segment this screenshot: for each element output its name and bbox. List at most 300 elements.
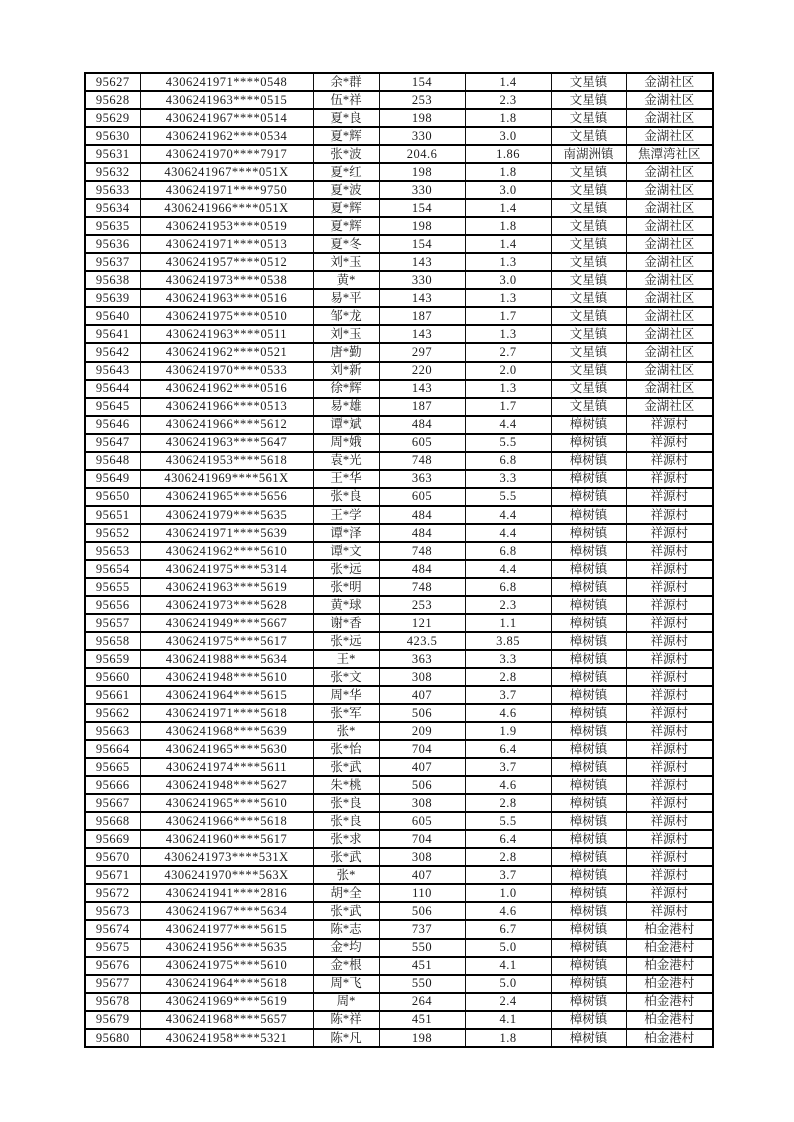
cell-amount: 605: [379, 488, 465, 506]
cell-masked-name: 张*良: [313, 812, 379, 830]
cell-serial-number: 95658: [85, 632, 140, 650]
cell-secondary-amount: 1.3: [465, 325, 551, 343]
cell-serial-number: 95672: [85, 884, 140, 902]
cell-masked-id-number: 4306241963****5647: [140, 434, 313, 452]
cell-masked-id-number: 4306241973****5628: [140, 596, 313, 614]
table-row: [85, 524, 713, 542]
cell-secondary-amount: 4.6: [465, 776, 551, 794]
cell-masked-name: 张*求: [313, 830, 379, 848]
cell-town: 文星镇: [551, 307, 626, 325]
cell-masked-name: 唐*勤: [313, 343, 379, 361]
cell-secondary-amount: 3.3: [465, 470, 551, 488]
table-row: [85, 884, 713, 902]
cell-masked-id-number: 4306241965****5656: [140, 488, 313, 506]
cell-serial-number: 95649: [85, 470, 140, 488]
cell-town: 樟树镇: [551, 614, 626, 632]
cell-village-community: 金湖社区: [626, 163, 713, 181]
table-row: [85, 632, 713, 650]
cell-masked-id-number: 4306241948****5627: [140, 776, 313, 794]
table-row: [85, 866, 713, 884]
cell-amount: 154: [379, 199, 465, 217]
cell-secondary-amount: 1.7: [465, 398, 551, 416]
cell-serial-number: 95631: [85, 145, 140, 163]
cell-masked-name: 夏*辉: [313, 199, 379, 217]
cell-masked-name: 张*武: [313, 902, 379, 920]
cell-masked-id-number: 4306241965****5630: [140, 740, 313, 758]
cell-amount: 484: [379, 524, 465, 542]
table-row: [85, 704, 713, 722]
cell-masked-name: 胡*全: [313, 884, 379, 902]
table-row: [85, 253, 713, 271]
cell-amount: 363: [379, 470, 465, 488]
cell-serial-number: 95637: [85, 253, 140, 271]
cell-masked-id-number: 4306241956****5635: [140, 939, 313, 957]
cell-masked-name: 陈*凡: [313, 1029, 379, 1047]
cell-secondary-amount: 6.8: [465, 452, 551, 470]
cell-village-community: 焦潭湾社区: [626, 145, 713, 163]
cell-serial-number: 95644: [85, 380, 140, 398]
cell-amount: 253: [379, 596, 465, 614]
cell-serial-number: 95665: [85, 758, 140, 776]
table-row: [85, 470, 713, 488]
cell-masked-id-number: 4306241975****0510: [140, 307, 313, 325]
cell-amount: 308: [379, 668, 465, 686]
cell-village-community: 柏金港村: [626, 1029, 713, 1047]
table-row: [85, 362, 713, 380]
table-row: [85, 181, 713, 199]
cell-town: 樟树镇: [551, 596, 626, 614]
table-row: [85, 109, 713, 127]
cell-serial-number: 95668: [85, 812, 140, 830]
cell-serial-number: 95673: [85, 902, 140, 920]
cell-village-community: 祥源村: [626, 812, 713, 830]
cell-amount: 605: [379, 434, 465, 452]
cell-serial-number: 95633: [85, 181, 140, 199]
cell-village-community: 金湖社区: [626, 307, 713, 325]
table-row: [85, 343, 713, 361]
cell-masked-id-number: 4306241969****561X: [140, 470, 313, 488]
cell-masked-id-number: 4306241941****2816: [140, 884, 313, 902]
table-row: [85, 596, 713, 614]
cell-village-community: 祥源村: [626, 668, 713, 686]
cell-town: 樟树镇: [551, 830, 626, 848]
cell-serial-number: 95679: [85, 1011, 140, 1029]
table-row: [85, 776, 713, 794]
cell-amount: 506: [379, 902, 465, 920]
cell-village-community: 柏金港村: [626, 975, 713, 993]
cell-masked-name: 陈*志: [313, 920, 379, 938]
table-row: [85, 235, 713, 253]
cell-serial-number: 95643: [85, 362, 140, 380]
cell-village-community: 祥源村: [626, 902, 713, 920]
cell-village-community: 祥源村: [626, 578, 713, 596]
cell-town: 樟树镇: [551, 560, 626, 578]
cell-village-community: 祥源村: [626, 524, 713, 542]
cell-masked-name: 黄*: [313, 271, 379, 289]
cell-masked-name: 金*根: [313, 957, 379, 975]
cell-amount: 198: [379, 163, 465, 181]
cell-amount: 187: [379, 307, 465, 325]
cell-serial-number: 95669: [85, 830, 140, 848]
cell-amount: 154: [379, 73, 465, 91]
cell-town: 文星镇: [551, 362, 626, 380]
cell-amount: 198: [379, 109, 465, 127]
table-row: [85, 1029, 713, 1047]
table-row: [85, 740, 713, 758]
table-row: [85, 686, 713, 704]
cell-amount: 187: [379, 398, 465, 416]
cell-masked-name: 刘*玉: [313, 253, 379, 271]
cell-serial-number: 95662: [85, 704, 140, 722]
table-row: [85, 1011, 713, 1029]
cell-village-community: 祥源村: [626, 884, 713, 902]
table-row: [85, 722, 713, 740]
cell-town: 樟树镇: [551, 434, 626, 452]
cell-masked-id-number: 4306241963****0515: [140, 91, 313, 109]
cell-serial-number: 95639: [85, 289, 140, 307]
cell-amount: 308: [379, 848, 465, 866]
cell-masked-id-number: 4306241975****5617: [140, 632, 313, 650]
cell-town: 樟树镇: [551, 848, 626, 866]
cell-secondary-amount: 4.4: [465, 506, 551, 524]
cell-village-community: 祥源村: [626, 542, 713, 560]
cell-town: 南湖洲镇: [551, 145, 626, 163]
cell-town: 樟树镇: [551, 416, 626, 434]
cell-secondary-amount: 3.0: [465, 127, 551, 145]
cell-secondary-amount: 1.3: [465, 289, 551, 307]
cell-serial-number: 95640: [85, 307, 140, 325]
table-row: [85, 560, 713, 578]
cell-masked-name: 张*武: [313, 758, 379, 776]
cell-secondary-amount: 5.0: [465, 939, 551, 957]
cell-serial-number: 95671: [85, 866, 140, 884]
cell-town: 文星镇: [551, 398, 626, 416]
cell-village-community: 金湖社区: [626, 73, 713, 91]
cell-secondary-amount: 1.0: [465, 884, 551, 902]
cell-serial-number: 95629: [85, 109, 140, 127]
cell-town: 樟树镇: [551, 776, 626, 794]
cell-secondary-amount: 1.1: [465, 614, 551, 632]
cell-masked-name: 张*远: [313, 560, 379, 578]
cell-amount: 363: [379, 650, 465, 668]
cell-town: 文星镇: [551, 343, 626, 361]
cell-masked-id-number: 4306241977****5615: [140, 920, 313, 938]
cell-village-community: 金湖社区: [626, 362, 713, 380]
cell-serial-number: 95667: [85, 794, 140, 812]
table-row: [85, 902, 713, 920]
cell-village-community: 祥源村: [626, 722, 713, 740]
cell-masked-name: 张*军: [313, 704, 379, 722]
cell-serial-number: 95670: [85, 848, 140, 866]
cell-serial-number: 95645: [85, 398, 140, 416]
cell-village-community: 金湖社区: [626, 235, 713, 253]
cell-serial-number: 95642: [85, 343, 140, 361]
cell-serial-number: 95664: [85, 740, 140, 758]
cell-secondary-amount: 2.7: [465, 343, 551, 361]
cell-village-community: 金湖社区: [626, 253, 713, 271]
cell-town: 樟树镇: [551, 939, 626, 957]
table-row: [85, 163, 713, 181]
cell-serial-number: 95680: [85, 1029, 140, 1047]
cell-serial-number: 95652: [85, 524, 140, 542]
cell-amount: 506: [379, 776, 465, 794]
cell-serial-number: 95630: [85, 127, 140, 145]
cell-town: 文星镇: [551, 253, 626, 271]
cell-amount: 407: [379, 866, 465, 884]
cell-amount: 143: [379, 253, 465, 271]
cell-town: 文星镇: [551, 199, 626, 217]
cell-town: 文星镇: [551, 127, 626, 145]
table-row: [85, 939, 713, 957]
cell-amount: 423.5: [379, 632, 465, 650]
cell-masked-name: 邹*龙: [313, 307, 379, 325]
cell-town: 文星镇: [551, 217, 626, 235]
cell-secondary-amount: 3.3: [465, 650, 551, 668]
cell-amount: 330: [379, 271, 465, 289]
cell-masked-id-number: 4306241973****531X: [140, 848, 313, 866]
cell-village-community: 祥源村: [626, 560, 713, 578]
cell-masked-id-number: 4306241967****0514: [140, 109, 313, 127]
cell-secondary-amount: 6.8: [465, 542, 551, 560]
cell-secondary-amount: 6.8: [465, 578, 551, 596]
cell-village-community: 金湖社区: [626, 127, 713, 145]
cell-masked-id-number: 4306241966****051X: [140, 199, 313, 217]
cell-masked-name: 夏*红: [313, 163, 379, 181]
cell-masked-id-number: 4306241971****0548: [140, 73, 313, 91]
cell-amount: 264: [379, 993, 465, 1011]
cell-town: 文星镇: [551, 289, 626, 307]
cell-serial-number: 95651: [85, 506, 140, 524]
cell-secondary-amount: 1.7: [465, 307, 551, 325]
cell-masked-name: 刘*玉: [313, 325, 379, 343]
cell-serial-number: 95632: [85, 163, 140, 181]
cell-serial-number: 95676: [85, 957, 140, 975]
cell-amount: 484: [379, 506, 465, 524]
cell-amount: 550: [379, 975, 465, 993]
cell-town: 文星镇: [551, 181, 626, 199]
cell-amount: 143: [379, 289, 465, 307]
cell-masked-name: 周*娥: [313, 434, 379, 452]
cell-masked-name: 谭*泽: [313, 524, 379, 542]
table-row: [85, 830, 713, 848]
cell-town: 樟树镇: [551, 1029, 626, 1047]
cell-secondary-amount: 2.8: [465, 794, 551, 812]
cell-secondary-amount: 2.3: [465, 596, 551, 614]
cell-masked-id-number: 4306241974****5611: [140, 758, 313, 776]
cell-town: 樟树镇: [551, 812, 626, 830]
cell-masked-id-number: 4306241979****5635: [140, 506, 313, 524]
cell-village-community: 柏金港村: [626, 993, 713, 1011]
cell-amount: 220: [379, 362, 465, 380]
cell-amount: 748: [379, 542, 465, 560]
table-row: [85, 380, 713, 398]
cell-secondary-amount: 3.85: [465, 632, 551, 650]
cell-town: 樟树镇: [551, 884, 626, 902]
cell-masked-id-number: 4306241953****5618: [140, 452, 313, 470]
cell-serial-number: 95653: [85, 542, 140, 560]
cell-secondary-amount: 1.3: [465, 380, 551, 398]
cell-secondary-amount: 5.5: [465, 434, 551, 452]
cell-amount: 704: [379, 740, 465, 758]
cell-masked-id-number: 4306241966****0513: [140, 398, 313, 416]
cell-serial-number: 95657: [85, 614, 140, 632]
cell-secondary-amount: 3.7: [465, 758, 551, 776]
cell-town: 樟树镇: [551, 758, 626, 776]
cell-amount: 204.6: [379, 145, 465, 163]
cell-secondary-amount: 3.0: [465, 181, 551, 199]
cell-masked-name: 周*飞: [313, 975, 379, 993]
cell-amount: 330: [379, 181, 465, 199]
cell-serial-number: 95648: [85, 452, 140, 470]
cell-masked-name: 张*远: [313, 632, 379, 650]
cell-amount: 143: [379, 325, 465, 343]
table-row: [85, 578, 713, 596]
cell-masked-name: 谭*文: [313, 542, 379, 560]
cell-masked-name: 张*: [313, 866, 379, 884]
cell-town: 文星镇: [551, 325, 626, 343]
cell-masked-id-number: 4306241962****0534: [140, 127, 313, 145]
table-row: [85, 73, 713, 91]
table-row: [85, 614, 713, 632]
table-row: [85, 668, 713, 686]
cell-village-community: 祥源村: [626, 848, 713, 866]
cell-town: 樟树镇: [551, 704, 626, 722]
cell-town: 樟树镇: [551, 488, 626, 506]
cell-secondary-amount: 3.0: [465, 271, 551, 289]
cell-serial-number: 95650: [85, 488, 140, 506]
cell-amount: 154: [379, 235, 465, 253]
cell-serial-number: 95627: [85, 73, 140, 91]
table-row: [85, 416, 713, 434]
table-row: [85, 920, 713, 938]
cell-masked-id-number: 4306241968****5657: [140, 1011, 313, 1029]
cell-serial-number: 95674: [85, 920, 140, 938]
cell-village-community: 祥源村: [626, 506, 713, 524]
cell-village-community: 金湖社区: [626, 217, 713, 235]
cell-secondary-amount: 1.8: [465, 163, 551, 181]
cell-village-community: 金湖社区: [626, 380, 713, 398]
cell-masked-name: 刘*新: [313, 362, 379, 380]
cell-masked-id-number: 4306241966****5618: [140, 812, 313, 830]
cell-secondary-amount: 2.4: [465, 993, 551, 1011]
cell-serial-number: 95660: [85, 668, 140, 686]
cell-village-community: 祥源村: [626, 632, 713, 650]
cell-secondary-amount: 5.0: [465, 975, 551, 993]
cell-secondary-amount: 4.1: [465, 957, 551, 975]
cell-masked-id-number: 4306241948****5610: [140, 668, 313, 686]
cell-secondary-amount: 1.8: [465, 217, 551, 235]
cell-village-community: 金湖社区: [626, 343, 713, 361]
cell-village-community: 祥源村: [626, 650, 713, 668]
cell-secondary-amount: 6.7: [465, 920, 551, 938]
cell-secondary-amount: 2.8: [465, 848, 551, 866]
cell-masked-id-number: 4306241960****5617: [140, 830, 313, 848]
cell-town: 樟树镇: [551, 920, 626, 938]
cell-town: 樟树镇: [551, 902, 626, 920]
cell-amount: 451: [379, 1011, 465, 1029]
cell-masked-name: 夏*波: [313, 181, 379, 199]
table-row: [85, 848, 713, 866]
cell-amount: 484: [379, 416, 465, 434]
cell-masked-name: 谢*香: [313, 614, 379, 632]
cell-amount: 198: [379, 217, 465, 235]
cell-town: 樟树镇: [551, 506, 626, 524]
cell-serial-number: 95675: [85, 939, 140, 957]
cell-masked-id-number: 4306241949****5667: [140, 614, 313, 632]
cell-masked-name: 伍*祥: [313, 91, 379, 109]
cell-serial-number: 95634: [85, 199, 140, 217]
cell-masked-id-number: 4306241975****5610: [140, 957, 313, 975]
cell-masked-id-number: 4306241963****5619: [140, 578, 313, 596]
cell-masked-id-number: 4306241988****5634: [140, 650, 313, 668]
cell-masked-name: 张*武: [313, 848, 379, 866]
cell-masked-id-number: 4306241965****5610: [140, 794, 313, 812]
cell-town: 樟树镇: [551, 668, 626, 686]
table-row: [85, 993, 713, 1011]
cell-masked-id-number: 4306241967****5634: [140, 902, 313, 920]
cell-masked-id-number: 4306241962****5610: [140, 542, 313, 560]
cell-masked-id-number: 4306241953****0519: [140, 217, 313, 235]
cell-village-community: 金湖社区: [626, 325, 713, 343]
cell-masked-name: 谭*斌: [313, 416, 379, 434]
cell-secondary-amount: 5.5: [465, 812, 551, 830]
table-row: [85, 91, 713, 109]
table-row: [85, 542, 713, 560]
cell-masked-name: 张*良: [313, 794, 379, 812]
cell-amount: 121: [379, 614, 465, 632]
cell-masked-id-number: 4306241962****0521: [140, 343, 313, 361]
cell-amount: 748: [379, 452, 465, 470]
cell-masked-name: 朱*桃: [313, 776, 379, 794]
cell-amount: 506: [379, 704, 465, 722]
cell-serial-number: 95636: [85, 235, 140, 253]
cell-masked-id-number: 4306241971****0513: [140, 235, 313, 253]
cell-serial-number: 95663: [85, 722, 140, 740]
cell-masked-name: 余*群: [313, 73, 379, 91]
cell-serial-number: 95661: [85, 686, 140, 704]
cell-masked-name: 张*: [313, 722, 379, 740]
cell-secondary-amount: 1.86: [465, 145, 551, 163]
cell-village-community: 祥源村: [626, 830, 713, 848]
cell-masked-name: 易*平: [313, 289, 379, 307]
cell-village-community: 金湖社区: [626, 199, 713, 217]
cell-masked-name: 夏*良: [313, 109, 379, 127]
cell-serial-number: 95678: [85, 993, 140, 1011]
cell-serial-number: 95635: [85, 217, 140, 235]
cell-amount: 484: [379, 560, 465, 578]
table-row: [85, 434, 713, 452]
cell-masked-name: 夏*辉: [313, 127, 379, 145]
cell-village-community: 柏金港村: [626, 939, 713, 957]
cell-amount: 253: [379, 91, 465, 109]
cell-secondary-amount: 1.4: [465, 235, 551, 253]
table-row: [85, 452, 713, 470]
cell-village-community: 祥源村: [626, 776, 713, 794]
cell-masked-name: 徐*辉: [313, 380, 379, 398]
cell-village-community: 祥源村: [626, 704, 713, 722]
cell-serial-number: 95654: [85, 560, 140, 578]
cell-town: 文星镇: [551, 109, 626, 127]
cell-secondary-amount: 2.8: [465, 668, 551, 686]
cell-masked-name: 张*文: [313, 668, 379, 686]
table-body: [85, 73, 713, 1047]
cell-masked-name: 王*学: [313, 506, 379, 524]
table-row: [85, 127, 713, 145]
cell-secondary-amount: 2.0: [465, 362, 551, 380]
cell-masked-id-number: 4306241970****7917: [140, 145, 313, 163]
cell-secondary-amount: 1.8: [465, 109, 551, 127]
cell-masked-name: 易*雄: [313, 398, 379, 416]
